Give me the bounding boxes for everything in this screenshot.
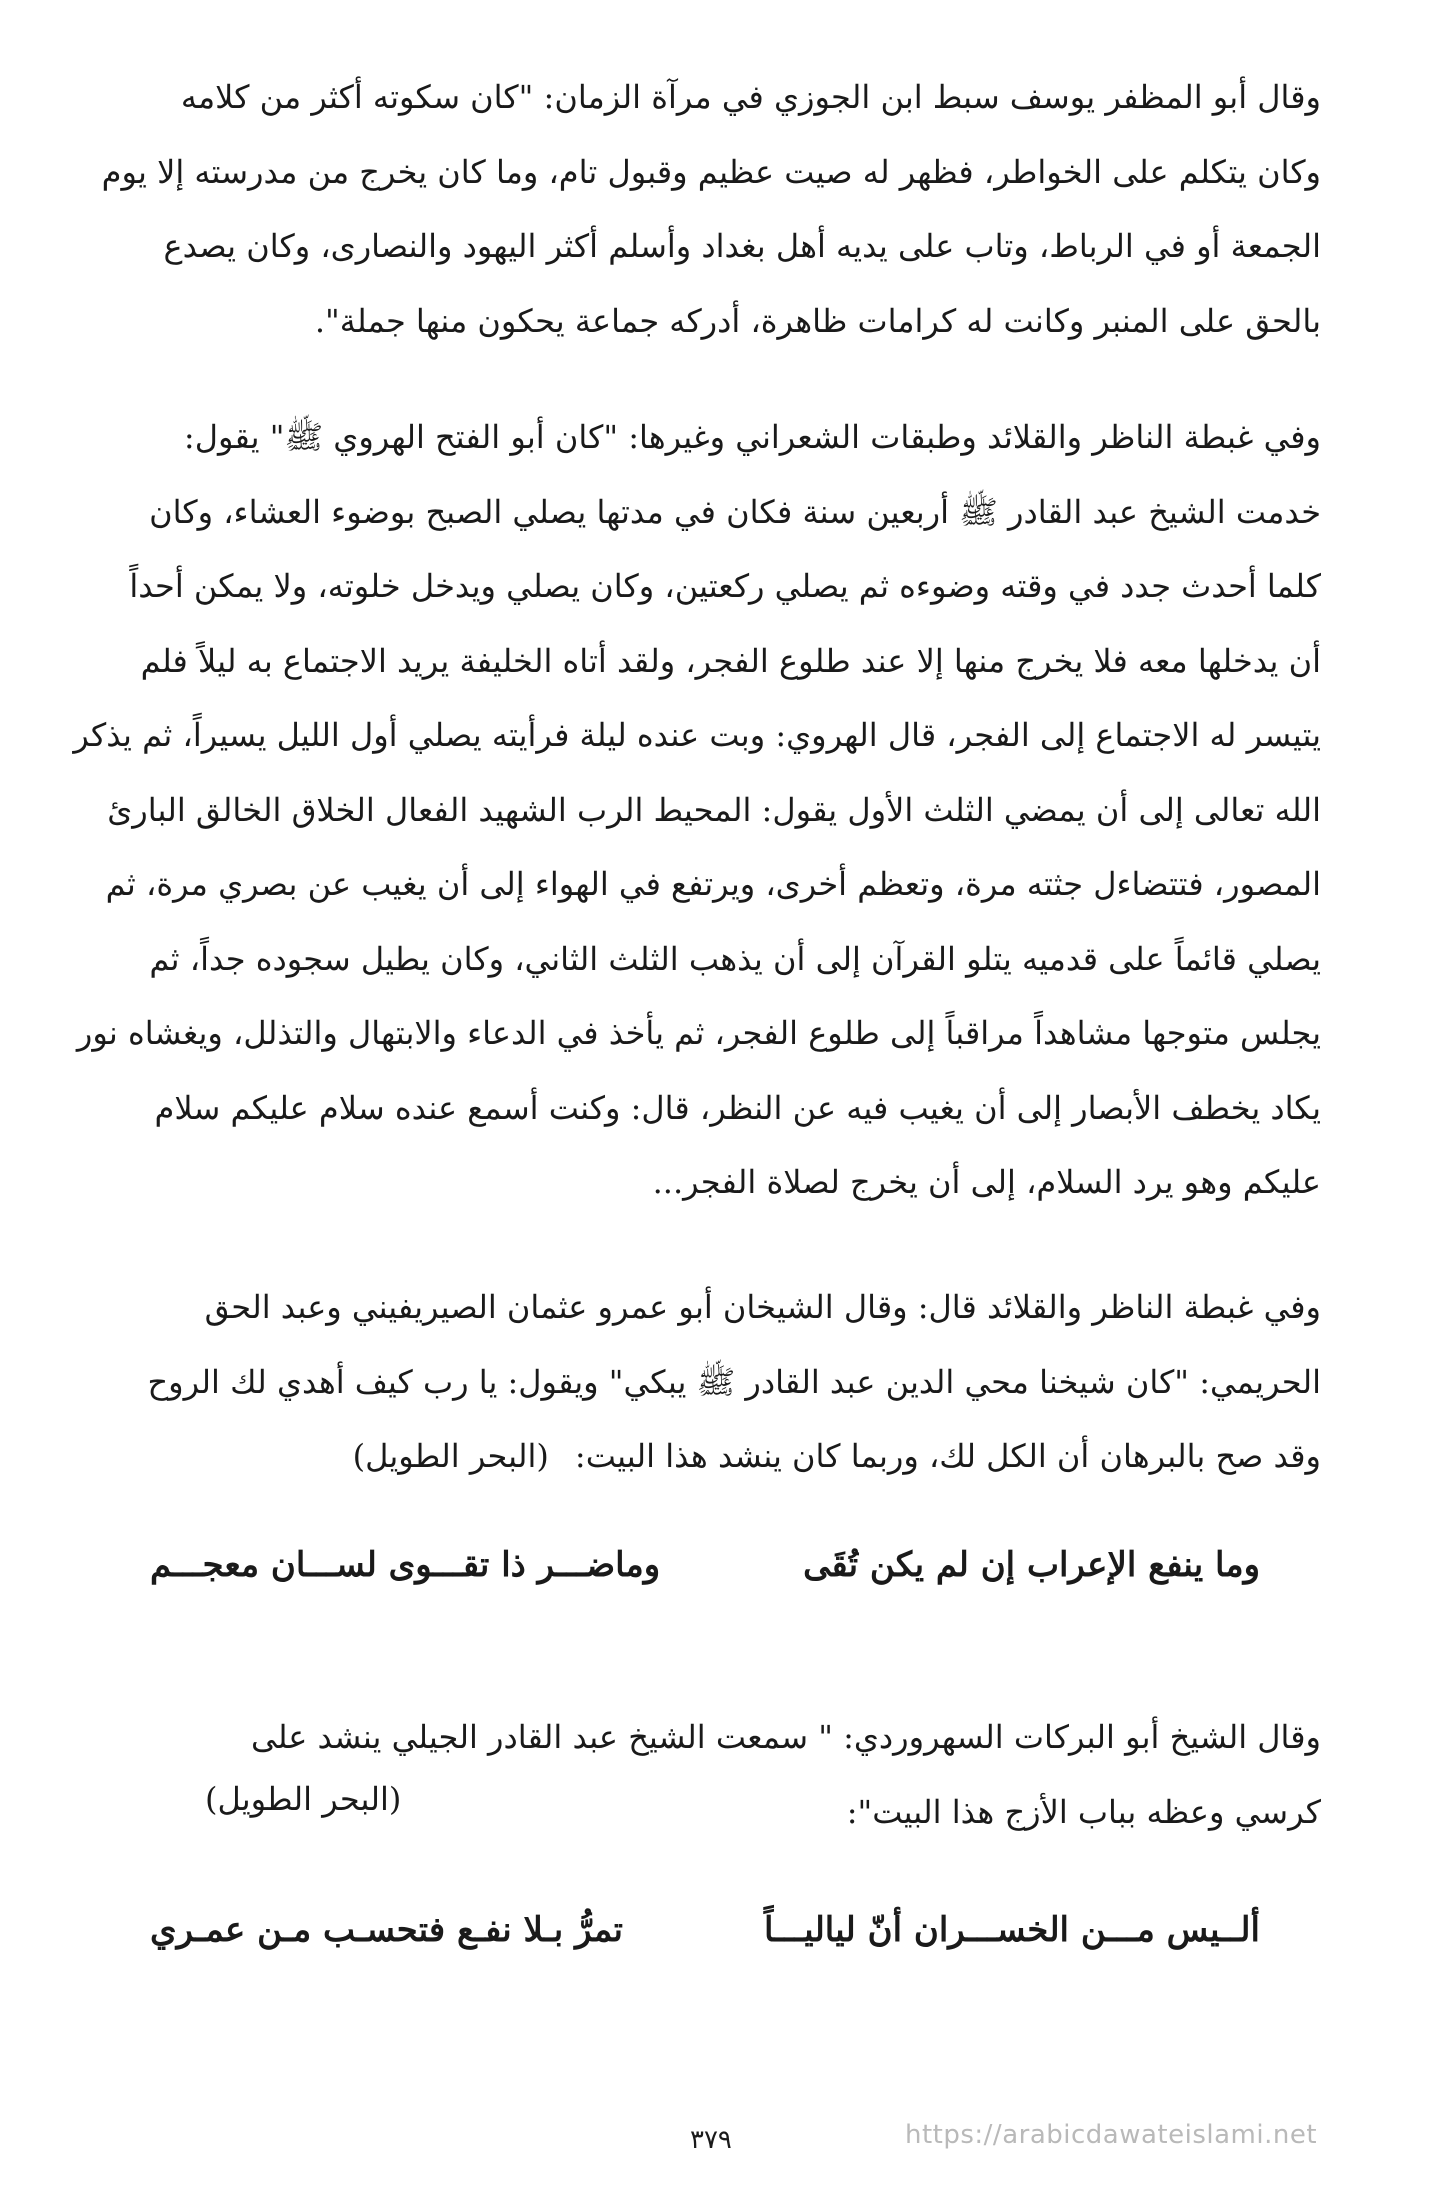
text-line: وقال الشيخ أبو البركات السهروردي: " سمعت الشيخ عبد القادر الجيلي ينشد على (251, 1718, 1321, 1756)
text-line: عليكم وهو يرد السلام، إلى أن يخرج لصلاة الفجر... (652, 1163, 1321, 1201)
text-line: وكان يتكلم على الخواطر، فظهر له صيت عظيم وقبول تام، وما كان يخرج من مدرسته إلا يوم (101, 152, 1321, 191)
meter-label: (البحر الطويل) (352, 1437, 549, 1475)
paragraph-2 (73, 400, 1321, 1220)
text-line (318, 1419, 1321, 1494)
text-line: المصور، فتتضاءل جثته مرة، وتعظم أخرى، ويرتفع في الهواء إلى أن يغيب عن بصري مرة، ثم (105, 865, 1321, 903)
page-number: ٣٧٩ (690, 2125, 732, 2155)
paragraph-3 (147, 1270, 1321, 1494)
verse-hemistich-first: ألــيس مـــن الخســـران أنّ لياليـــاً (763, 1910, 1260, 1950)
verse-2 (150, 1910, 1260, 1950)
text-line: خدمت الشيخ عبد القادر ﷺ أربعين سنة فكان في مدتها يصلي الصبح بوضوء العشاء، وكان (149, 492, 1321, 531)
text-line-content: وقد صح بالبرهان أن الكل لك، وربما كان ينشد هذا البيت: (574, 1437, 1321, 1475)
text-line: وقال أبو المظفر يوسف سبط ابن الجوزي في مرآة الزمان: "كان سكوته أكثر من كلامه (180, 78, 1321, 116)
verse-hemistich-first: وما ينفع الإعراب إن لم يكن تُقَى (803, 1545, 1260, 1585)
paragraph-1 (101, 60, 1321, 358)
watermark-url[interactable]: https://arabicdawateislami.net (905, 2120, 1318, 2150)
text-line: وفي غبطة الناظر والقلائد وطبقات الشعراني وغيرها: "كان أبو الفتح الهروي ﷺ" يقول: (183, 418, 1321, 456)
text-line: الجمعة أو في الرباط، وتاب على يديه أهل بغداد وأسلم أكثر اليهود والنصارى، وكان يصدع (163, 227, 1321, 265)
text-line: يصلي قائماً على قدميه يتلو القرآن إلى أن يذهب الثلث الثاني، وكان يطيل سجوده جداً، ثم (149, 939, 1321, 978)
text-line: بالحق على المنبر وكانت له كرامات ظاهرة، أدركه جماعة يحكون منها جملة". (314, 301, 1321, 340)
text-line: وفي غبطة الناظر والقلائد قال: وقال الشيخان أبو عمرو عثمان الصيريفيني وعبد الحق (204, 1288, 1321, 1326)
verse-hemistich-second: تمرُّ بـلا نفـع فتحسـب مـن عمـري (150, 1910, 623, 1950)
text-line: كرسي وعظه بباب الأزج هذا البيت": (846, 1792, 1321, 1831)
text-line: يكاد يخطف الأبصار إلى أن يغيب فيه عن النظر، قال: وكنت أسمع عنده سلام عليكم سلام (154, 1088, 1321, 1127)
text-line: يتيسر له الاجتماع إلى الفجر، قال الهروي: وبت عنده ليلة فرأيته يصلي أول الليل يسيراً، ثم يذكر (73, 716, 1321, 754)
meter-label: (البحر الطويل) (205, 1780, 402, 1818)
text-line: يجلس متوجها مشاهداً مراقباً إلى طلوع الفجر، ثم يأخذ في الدعاء والابتهال والتذلل، ويغشاه نور (76, 1014, 1321, 1052)
text-line: الحريمي: "كان شيخنا محي الدين عبد القادر ﷺ يبكي" ويقول: يا رب كيف أهدي لك الروح (147, 1362, 1321, 1401)
text-line: الله تعالى إلى أن يمضي الثلث الأول يقول: المحيط الرب الشهيد الفعال الخلاق الخالق البارئ (107, 790, 1321, 829)
text-line: كلما أحدث جدد في وقته وضوءه ثم يصلي ركعتين، وكان يصلي ويدخل خلوته، ولا يمكن أحداً (129, 567, 1321, 605)
text-line: أن يدخلها معه فلا يخرج منها إلا عند طلوع الفجر، ولقد أتاه الخليفة يريد الاجتماع به ليلاً فلم (140, 641, 1321, 680)
verse-1 (150, 1545, 1260, 1585)
verse-hemistich-second: وماضـــر ذا تقـــوى لســـان معجـــم (150, 1545, 661, 1585)
